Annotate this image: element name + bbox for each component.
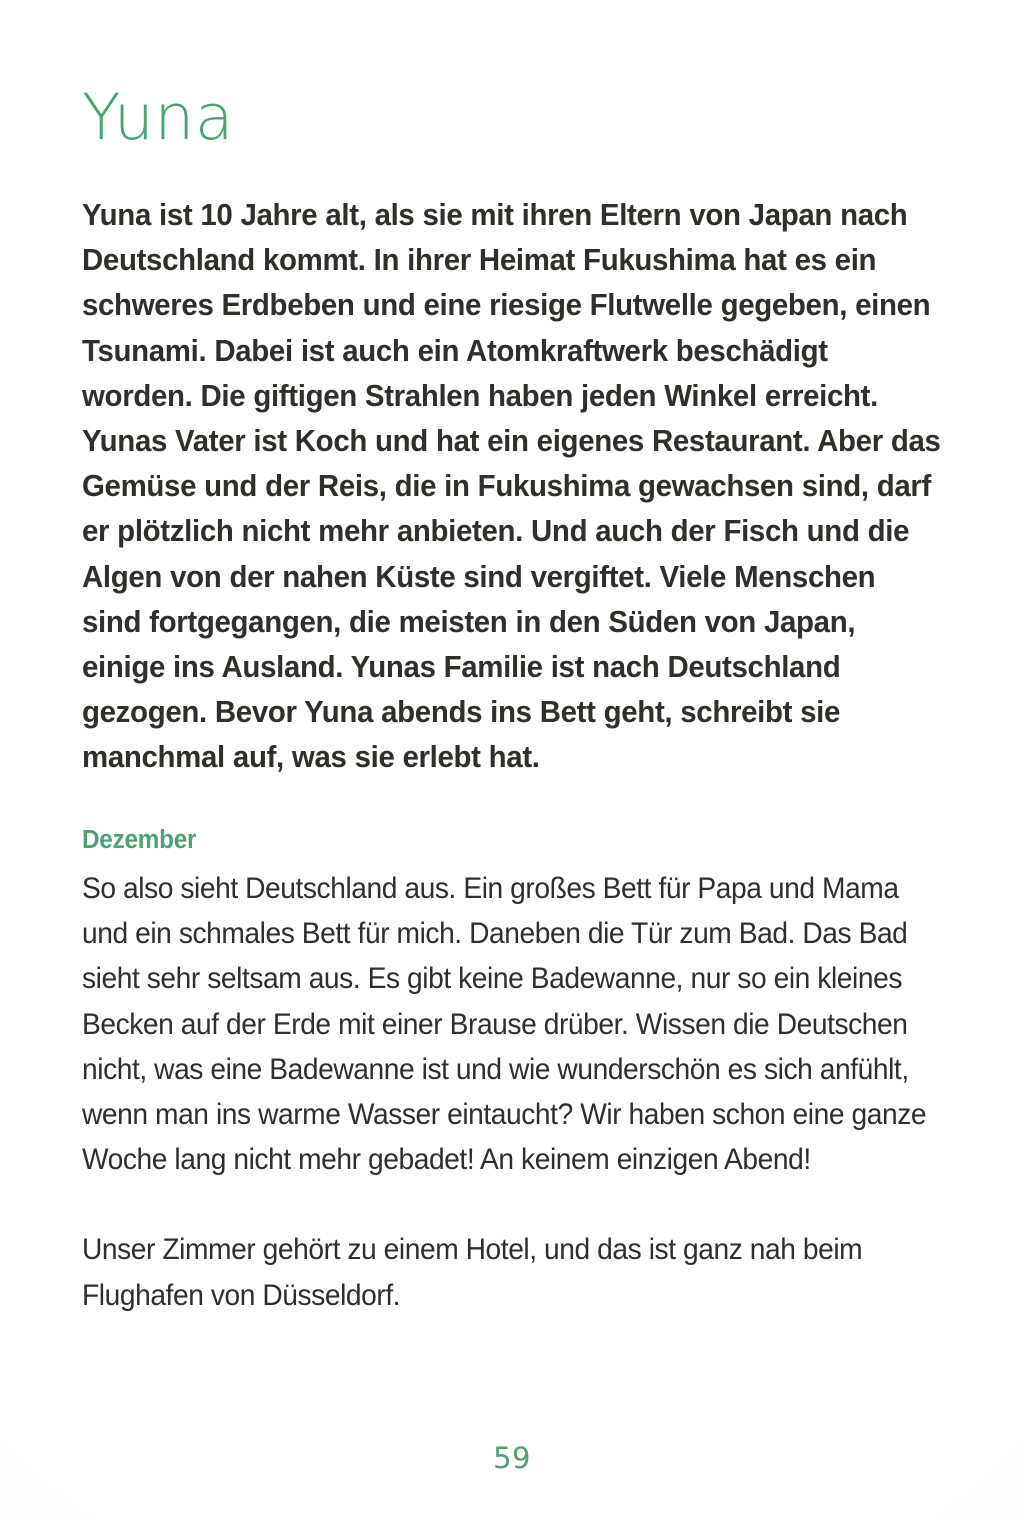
body-paragraph: So also sieht Deutschland aus. Ein großes Bett für Papa und Mama und ein schmales Bett für mich. Daneben die Tür zum Bad. Das Bad sieht sehr seltsam aus. Es gibt keine Badewanne, nur so ein kleines Becken auf der Erde mit einer Brause drüber. Wissen die Deutschen nicht, was eine Badewanne ist und wie wunderschön es sich anfühlt, wenn man ins warme Wasser eintaucht? Wir haben schon eine ganze Woche lang nicht mehr gebadet! An keinem einzigen Abend! (82, 872, 927, 1177)
page-title: Yuna (82, 81, 235, 154)
lead-paragraph: Yuna ist 10 Jahre alt, als sie mit ihren Eltern von Japan nach Deutschland kommt. In ihrer Heimat Fukushima hat es ein schweres Erdbeben und eine riesige Flutwelle gegeben, einen Tsunami. Dabei ist auch ein Atomkraftwerk beschädigt worden. Die giftigen Strahlen haben jeden Winkel erreicht. Yunas Vater ist Koch und hat ein eigenes Restaurant. Aber das Gemüse und der Reis, die in Fukushima gewachsen sind, darf er plötzlich nicht mehr anbieten. Und auch der Fisch und die Algen von der nahen Küste sind vergiftet. Viele Menschen sind fortgegangen, die meisten in den Süden von Japan, einige ins Ausland. Yunas Familie ist nach Deutschland gezogen. Bevor Yuna abends ins Bett geht, schreibt sie manchmal auf, was sie erlebt hat. (82, 198, 941, 775)
page-number: 59 (493, 1441, 531, 1475)
body-paragraph: Unser Zimmer gehört zu einem Hotel, und das ist ganz nah beim Flughafen von Düsseldorf. (82, 1233, 863, 1312)
section-heading-dezember: Dezember (82, 826, 197, 854)
body-text-block (82, 866, 982, 1318)
